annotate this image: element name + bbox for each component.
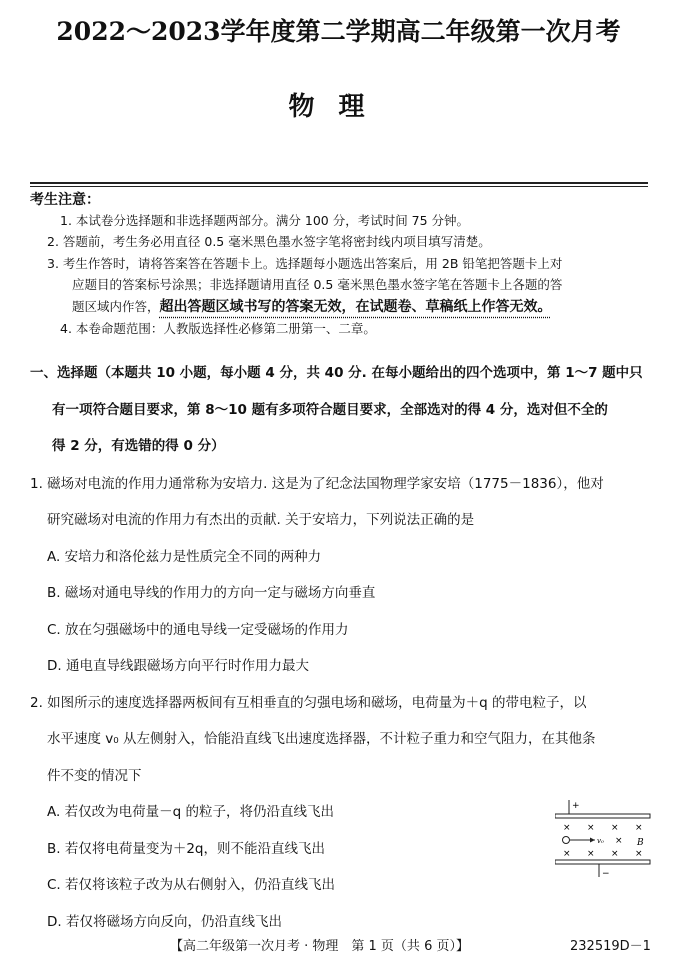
q1-option-b: B. 磁场对通电导线的作用力的方向一定与磁场方向垂直 [47,585,376,601]
q2-option-b: B. 若仅将电荷量变为＋2q，则不能沿直线飞出 [47,841,326,857]
note-3-line-3 [72,296,552,318]
divider-thin [30,186,648,187]
section-1-line-3: 得 2 分，有选错的得 0 分） [52,438,225,454]
q2-option-c: C. 若仅将该粒子改为从右侧射入，仍沿直线飞出 [47,877,336,893]
footer-page-info: 【高二年级第一次月考 · 物理 第 1 页（共 6 页）】 [170,939,469,954]
bottom-plate [555,860,650,864]
q2-stem-line-2: 水平速度 v₀ 从左侧射入，恰能沿直线飞出速度选择器，不计粒子重力和空气阻力，在其他条 [47,731,596,747]
top-plate [555,814,650,818]
note-3-emphasis: 超出答题区域书写的答案无效，在试题卷、草稿纸上作答无效。 [159,299,552,315]
particle [563,837,570,844]
section-1-line-2: 有一项符合题目要求，第 8～10 题有多项符合题目要求，全部选对的得 4 分，选对但不全的 [52,402,608,418]
q1-option-d: D. 通电直导线跟磁场方向平行时作用力最大 [47,658,309,674]
divider-thick [30,182,648,184]
top-terminal-sign: + [572,801,580,811]
note-1: 1. 本试卷分选择题和非选择题两部分。满分 100 分，考试时间 75 分钟。 [60,213,470,228]
q1-option-c: C. 放在匀强磁场中的通电导线一定受磁场的作用力 [47,622,349,638]
q2-stem-line-1: 2. 如图所示的速度选择器两板间有互相垂直的匀强电场和磁场，电荷量为＋q 的带电粒子，以 [30,695,587,711]
footer-code: 232519D－1 [570,939,651,954]
exam-title: 2022～2023学年度第二学期高二年级第一次月考 [56,17,621,46]
field-cross: × [563,823,571,833]
field-cross: × [587,823,595,833]
section-1-line-1: 一、选择题（本题共 10 小题，每小题 4 分，共 40 分. 在每小题给出的四个选项中，第 1～7 题中只 [30,365,643,381]
q2-stem-line-3: 件不变的情况下 [47,768,142,784]
note-3-line-1: 3. 考生作答时，请将答案答在答题卡上。选择题每小题选出答案后，用 2B 铅笔把答题卡上对 [47,256,563,271]
velocity-label: v₀ [597,837,604,845]
field-cross: × [587,849,595,859]
bottom-terminal-sign: − [602,869,610,878]
q2-option-d: D. 若仅将磁场方向反向，仍沿直线飞出 [47,914,282,930]
note-2: 2. 答题前，考生务必用直径 0.5 毫米黑色墨水签字笔将密封线内项目填写清楚。 [47,234,491,249]
field-cross: × [635,823,643,833]
note-3-line-2: 应题目的答案标号涂黑；非选择题请用直径 0.5 毫米黑色墨水签字笔在答题卡上各题的答 [72,277,563,292]
velocity-selector-diagram [555,800,653,878]
note-4: 4. 本卷命题范围：人教版选择性必修第二册第一、二章。 [60,321,376,336]
field-label: B [637,838,644,848]
subject-title: 物理 [288,92,389,122]
note-3-plain: 题区域内作答， [72,299,160,314]
field-cross: × [563,849,571,859]
notes-heading: 考生注意： [30,192,100,208]
q1-option-a: A. 安培力和洛伦兹力是性质完全不同的两种力 [47,549,322,565]
field-cross: × [611,823,619,833]
q1-stem-line-1: 1. 磁场对电流的作用力通常称为安培力. 这是为了纪念法国物理学家安培（1775－1836），他对 [30,476,604,492]
field-cross: × [635,849,643,859]
field-cross: × [615,836,623,846]
q1-stem-line-2: 研究磁场对电流的作用力有杰出的贡献. 关于安培力，下列说法正确的是 [47,512,475,528]
q2-option-a: A. 若仅改为电荷量－q 的粒子，将仍沿直线飞出 [47,804,334,820]
field-cross: × [611,849,619,859]
velocity-arrowhead [590,838,595,843]
